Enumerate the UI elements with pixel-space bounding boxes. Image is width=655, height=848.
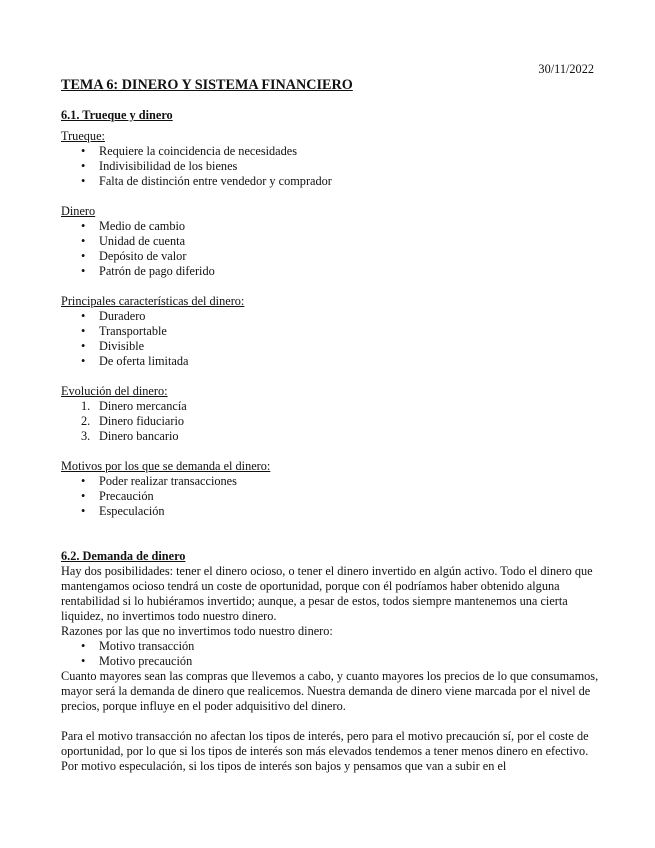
list-item: • De oferta limitada — [61, 354, 601, 369]
caracteristicas-label: Principales características del dinero: — [61, 294, 245, 308]
razones-label: Razones por las que no invertimos todo nuestro dinero: — [61, 624, 333, 638]
section-heading-demanda-dinero: 6.2. Demanda de dinero — [61, 549, 186, 563]
list-item: • Requiere la coincidencia de necesidades — [61, 144, 601, 159]
document-date: 30/11/2022 — [538, 62, 594, 76]
list-item: • Indivisibilidad de los bienes — [61, 159, 601, 174]
demanda-paragraph-3: Para el motivo transacción no afectan los tipos de interés, pero para el motivo precaución sí, por el coste de oportunidad, por lo que si los tipos de interés son más elevados tendemos a tener menos dinero en efectivo. Por motivo especulación, si los tipos de interés son bajos y pensamos que van a subir en el — [61, 729, 589, 773]
motivos-label: Motivos por los que se demanda el dinero: — [61, 459, 271, 473]
list-item: • Patrón de pago diferido — [61, 264, 601, 279]
list-item: • Depósito de valor — [61, 249, 601, 264]
list-number: 2. — [81, 414, 91, 428]
list-item: • Precaución — [61, 489, 601, 504]
razones-list — [61, 639, 601, 669]
section-heading-trueque-dinero: 6.1. Trueque y dinero — [61, 108, 173, 122]
list-item — [61, 414, 601, 429]
list-item: • Divisible — [61, 339, 601, 354]
list-text: Dinero bancario — [99, 429, 179, 443]
list-item: • Unidad de cuenta — [61, 234, 601, 249]
list-item: • Medio de cambio — [61, 219, 601, 234]
dinero-list — [61, 219, 601, 279]
list-item: • Especulación — [61, 504, 601, 519]
list-text: Dinero mercancía — [99, 399, 187, 413]
document-title: TEMA 6: DINERO Y SISTEMA FINANCIERO — [61, 77, 353, 93]
evolucion-list — [61, 399, 601, 444]
list-item: • Falta de distinción entre vendedor y comprador — [61, 174, 601, 189]
list-item: • Motivo precaución — [61, 654, 601, 669]
document-body — [61, 76, 601, 774]
list-item — [61, 399, 601, 414]
list-item: • Poder realizar transacciones — [61, 474, 601, 489]
list-item — [61, 429, 601, 444]
dinero-label: Dinero — [61, 204, 96, 218]
list-number: 1. — [81, 399, 91, 413]
trueque-list — [61, 144, 601, 189]
motivos-list — [61, 474, 601, 519]
demanda-paragraph-1: Hay dos posibilidades: tener el dinero ocioso, o tener el dinero invertido en algún activo. Todo el dinero que mantengamos ocioso tendrá un coste de oportunidad, porque con él podríamos haber obtenido alguna rentabilidad si lo hubiéramos invertido; aunque, a pesar de estos, todos siempre mantenemos una cierta liquidez, no invertimos todo nuestro dinero. — [61, 564, 593, 623]
list-item: • Motivo transacción — [61, 639, 601, 654]
caracteristicas-list — [61, 309, 601, 369]
list-item: • Duradero — [61, 309, 601, 324]
list-item: • Transportable — [61, 324, 601, 339]
trueque-label: Trueque: — [61, 129, 105, 143]
list-text: Dinero fiduciario — [99, 414, 185, 428]
list-number: 3. — [81, 429, 91, 443]
demanda-paragraph-2: Cuanto mayores sean las compras que llevemos a cabo, y cuanto mayores los precios de lo que consumamos, mayor será la demanda de dinero que realicemos. Nuestra demanda de dinero viene marcada por el nivel de precios, porque influye en el poder adquisitivo del dinero. — [61, 669, 599, 713]
evolucion-label: Evolución del dinero: — [61, 384, 168, 398]
